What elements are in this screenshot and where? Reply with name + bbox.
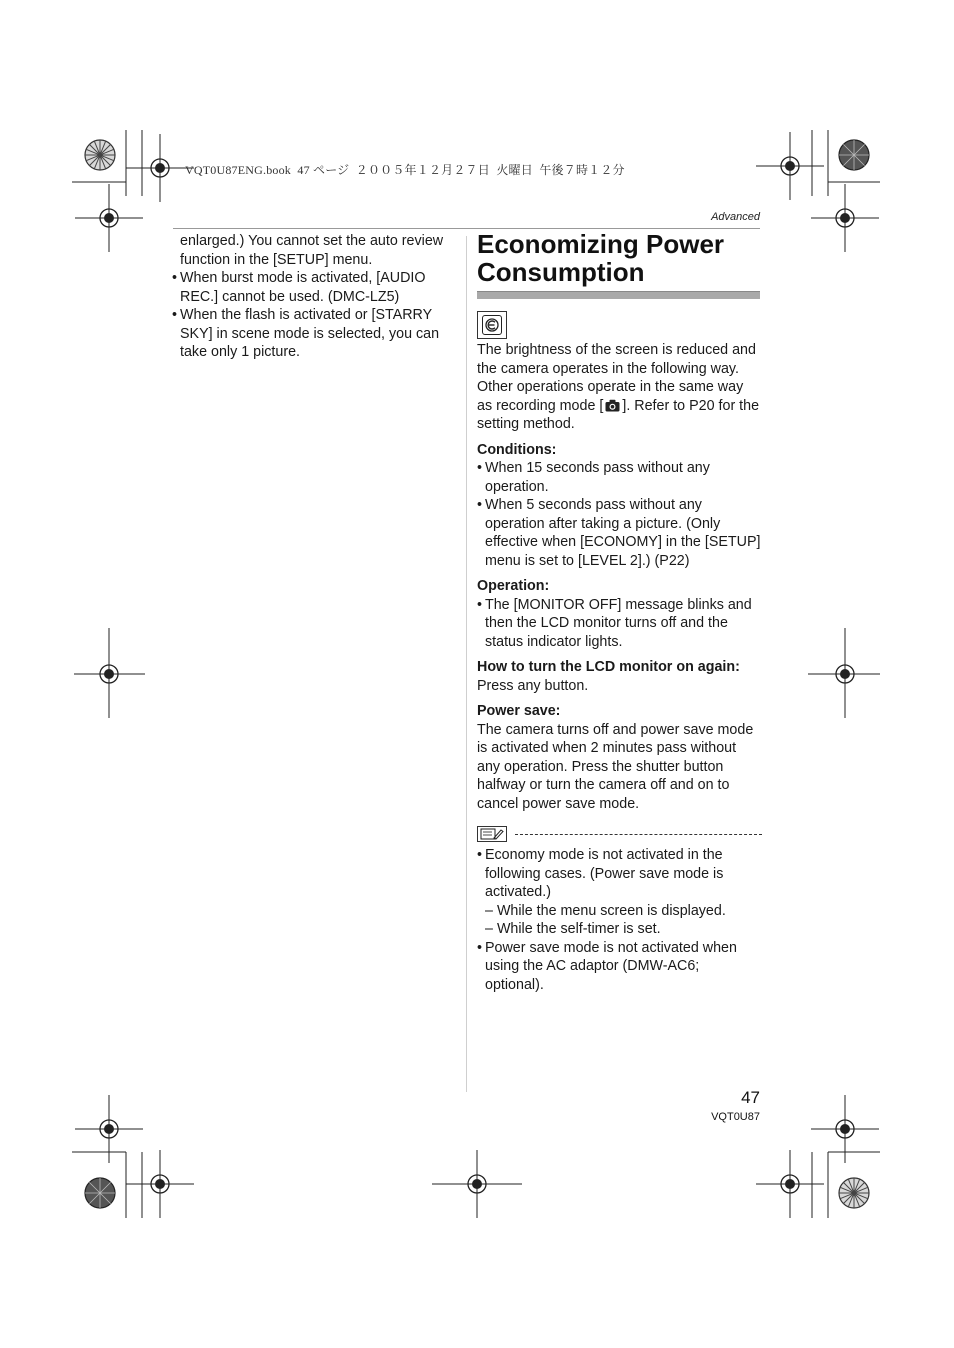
bullet: • (477, 596, 483, 613)
list-item-text: When 5 seconds pass without any operation after taking a picture. (Only effective when [ECONOMY] in the [SETUP] menu is set to [LEVEL 2].) (P22) (485, 497, 761, 569)
left-column (172, 232, 458, 362)
list-item (477, 939, 762, 995)
list-item-text: Power save mode is not activated when using the AC adaptor (DMW-AC6; optional). (485, 939, 737, 993)
list-item (477, 496, 762, 570)
list-item (477, 596, 762, 652)
power-save-heading: Power save: (477, 703, 561, 719)
bullet: • (477, 847, 483, 863)
camera-icon (605, 399, 620, 412)
economy-mode-inner (482, 315, 502, 335)
notes-header (477, 826, 762, 842)
list-item-text: When burst mode is activated, [AUDIO REC.] cannot be used. (DMC-LZ5) (180, 270, 426, 305)
column-divider (466, 236, 467, 1092)
list-item (172, 269, 458, 306)
power-save-text: The camera turns off and power save mode is activated when 2 minutes pass without any operation. Press the shutter button halfway or turn the camera off and on to cancel power save mode. (477, 721, 754, 812)
intro-text-end: ]. Refer to P20 for the setting method. (477, 397, 760, 432)
operation-heading: Operation: (477, 578, 550, 594)
list-item-text: The [MONITOR OFF] message blinks and then the LCD monitor turns off and the status indicator lights. (485, 596, 752, 650)
conditions-heading: Conditions: (477, 441, 557, 458)
list-item-text: Economy mode is not activated in the following cases. (Power save mode is activated.) (485, 847, 724, 900)
title-underline-bar (477, 291, 760, 299)
bullet: • (477, 939, 483, 956)
bullet: • (172, 307, 178, 323)
model-code: VQT0U87 (711, 1111, 760, 1123)
list-item-text: When the flash is activated or [STARRY SKY] in scene mode is selected, you can take only 1 picture. (180, 307, 440, 360)
sub-list-item-text: While the self-timer is set. (496, 921, 661, 937)
list-item (477, 846, 762, 902)
economy-mode-icon (477, 311, 507, 339)
right-column (477, 228, 762, 994)
turn-on-heading: How to turn the LCD monitor on again: (477, 659, 740, 675)
intro-paragraph (477, 341, 762, 434)
intro-text-start: The brightness of the screen is reduced and the camera operates in the following way. Other operations operate in the same way as recording mode [ (477, 342, 756, 414)
list-item-text: When 15 seconds pass without any operation. (485, 460, 710, 495)
sub-list-item-text: While the menu screen is displayed. (496, 902, 726, 919)
note-pencil-glyph (480, 828, 504, 840)
page-number: 47 (741, 1088, 760, 1107)
book-info-line: VQT0U87ENG.book 47 ページ ２００５年１２月２７日 火曜日 午後７時１２分 (185, 163, 625, 177)
list-item (477, 459, 762, 496)
sub-list-item (477, 920, 762, 939)
bullet: • (172, 270, 178, 286)
sub-list-item (477, 902, 762, 921)
list-item (172, 306, 458, 362)
bullet: • (477, 460, 483, 476)
section-label: Advanced (711, 211, 760, 223)
bullet: • (477, 497, 483, 513)
page-title: Economizing Power Consumption (477, 229, 725, 287)
dash: – (485, 902, 497, 919)
economy-e-glyph (485, 318, 499, 332)
dash: – (485, 921, 497, 937)
turn-on-text: Press any button. (477, 677, 589, 694)
note-pencil-icon (477, 826, 507, 842)
continued-paragraph: enlarged.) You cannot set the auto review function in the [SETUP] menu. (180, 233, 444, 268)
dashed-separator (515, 834, 762, 835)
